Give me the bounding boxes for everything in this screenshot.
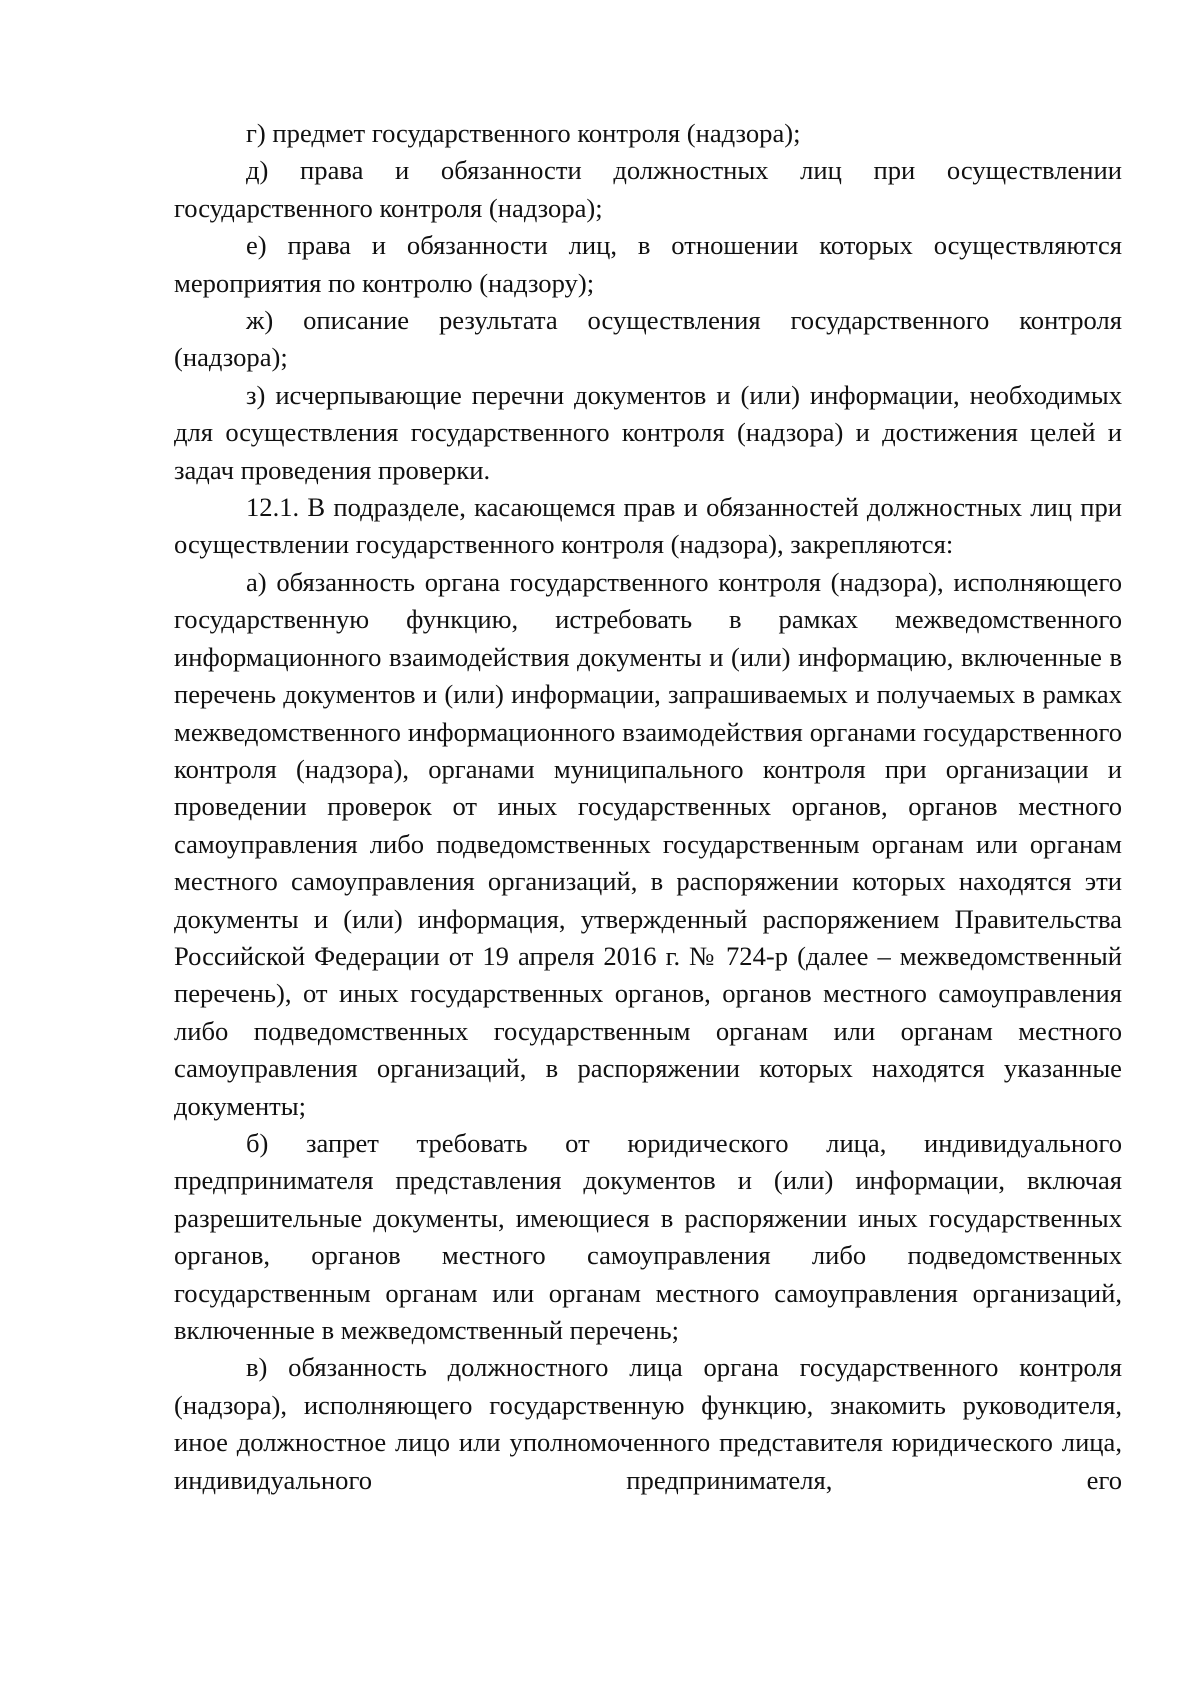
paragraph-item-e: е) права и обязанности лиц, в отношении которых осуществляются мероприятия по контролю (надзору); — [174, 230, 1122, 298]
paragraph-item-g: г) предмет государственного контроля (надзора); — [246, 118, 801, 148]
paragraph-item-zh: ж) описание результата осуществления государственного контроля (надзора); — [174, 305, 1122, 373]
paragraph-item-b: б) запрет требовать от юридического лица, индивидуального предпринимателя представления документов и (или) информации, включая разрешительные документы, имеющиеся в распоряжении иных государственных органов, органов местного самоуправления либо подведомственных государственным органам или органам местного самоуправления организаций, включенные в межведомственный перечень; — [174, 1127, 1122, 1345]
paragraph-section-12-1: 12.1. В подразделе, касающемся прав и обязанностей должностных лиц при осуществлении государственного контроля (надзора), закрепляются: — [174, 492, 1122, 560]
paragraph-item-z: з) исчерпывающие перечни документов и (или) информации, необходимых для осуществления государственного контроля (надзора) и достижения целей и задач проведения проверки. — [174, 379, 1122, 485]
paragraph-item-v: в) обязанность должностного лица органа государственного контроля (надзора), исполняющего государственную функцию, знакомить руководителя, иное должностное лицо или уполномоченного представителя юридического лица, индивидуального предпринимателя, его — [174, 1352, 1122, 1495]
paragraph-item-d: д) права и обязанности должностных лиц при осуществлении государственного контроля (надзора); — [174, 155, 1122, 223]
paragraph-item-a: а) обязанность органа государственного контроля (надзора), исполняющего государственную функцию, истребовать в рамках межведомственного информационного взаимодействия документы и (или) информацию, включенные в перечень документов и (или) информации, запрашиваемых и получаемых в рамках межведомственного информационного взаимодействия органами государственного контроля (надзора), органами муниципального контроля при организации и проведении проверок от иных государственных органов, органов местного самоуправления либо подведомственных государственным органам или органам местного самоуправления организаций, в распоряжении которых находятся эти документы и (или) информация, утвержденный распоряжением Правительства Российской Федерации от 19 апреля 2016 г. № 724-р (далее – межведомственный перечень), от иных государственных органов, органов местного самоуправления либо подведомственных государственным органам или органам местного самоуправления организаций, в распоряжении которых находятся указанные документы; — [174, 566, 1122, 1121]
document-body — [174, 115, 1122, 1499]
